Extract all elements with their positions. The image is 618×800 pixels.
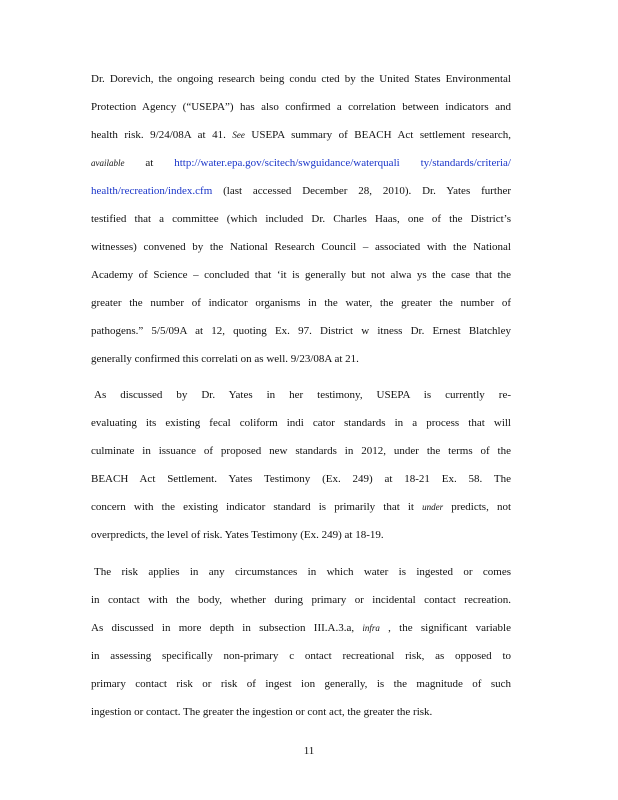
text-segment: concern with the existing indicator standard is primarily that it [91,501,423,513]
hyperlink[interactable]: health/recreation/index.cfm [91,185,213,197]
text-line [91,586,511,614]
text-line [91,65,511,93]
text-segment: witnesses) convened by the National Research Council – associated with the National [91,241,511,253]
text-line [91,381,511,409]
text-line [91,558,511,586]
text-segment: , the significant variable [379,622,511,634]
italic-text: available [91,158,125,168]
text-segment: overpredicts, the level of risk. Yates Testimony (Ex. 249) at 18-19. [91,529,384,541]
text-line [91,149,511,177]
italic-text: infra [362,623,380,633]
text-line [91,261,511,289]
text-line [91,465,511,493]
text-segment: As discussed in more depth in subsection III.A.3.a, [91,622,363,634]
italic-text: under [422,502,444,512]
text-line [91,698,511,726]
text-segment: predicts, not [443,501,511,513]
text-segment: Academy of Science – concluded that ‘it is generally but not alwa ys the case that the [91,269,511,281]
text-segment: in assessing specifically non-primary c ontact recreational risk, as opposed to [91,650,511,662]
text-segment: greater the number of indicator organisms in the water, the greater the number of [91,297,511,309]
text-line [91,289,511,317]
text-line [91,670,511,698]
text-segment: evaluating its existing fecal coliform indi cator standards in a process that will [91,417,511,429]
text-line [91,345,511,373]
text-segment: primary contact risk or risk of ingest ion generally, is the magnitude of such [91,678,511,690]
text-segment: generally confirmed this correlati on as well. 9/23/08A at 21. [91,353,359,365]
text-segment: BEACH Act Settlement. Yates Testimony (Ex. 249) at 18-21 Ex. 58. The [91,473,511,485]
text-line [91,493,511,521]
text-segment: (last accessed December 28, 2010). Dr. Yates further [212,185,511,197]
text-segment: pathogens.” 5/5/09A at 12, quoting Ex. 97. District w itness Dr. Ernest Blatchley [91,325,511,337]
text-segment: Protection Agency (“USEPA”) has also confirmed a correlation between indicators and [91,101,511,113]
text-line [91,177,511,205]
italic-text: See [232,130,245,140]
text-line [91,93,511,121]
text-line [91,409,511,437]
paragraph-risk-applies [91,558,511,726]
page-number: 11 [303,745,315,757]
text-segment: Dr. Dorevich, the ongoing research being condu cted by the United States Environmental [91,73,511,85]
text-line [91,521,511,549]
text-segment: USEPA summary of BEACH Act settlement research, [244,129,511,141]
text-segment: ingestion or contact. The greater the ingestion or cont act, the greater the risk. [91,706,433,718]
text-line [91,121,511,149]
hyperlink[interactable]: http://water.epa.gov/scitech/swguidance/waterquali ty/standards/criteria/ [174,157,511,169]
text-line [91,233,511,261]
text-segment: culminate in issuance of proposed new standards in 2012, under the terms of the [91,445,511,457]
text-line [91,642,511,670]
text-segment: in contact with the body, whether during primary or incidental contact recreation. [91,594,511,606]
text-line [91,317,511,345]
text-segment: health risk. 9/24/08A at 41. [91,129,233,141]
text-line [91,614,511,642]
paragraph-usepa-reevaluation [91,381,511,549]
paragraph-usepa-correlation [91,65,511,373]
text-segment: at [124,157,175,169]
text-line [91,437,511,465]
text-segment: As discussed by Dr. Yates in her testimony, USEPA is currently re- [94,389,511,401]
text-segment: testified that a committee (which included Dr. Charles Haas, one of the District’s [91,213,511,225]
text-line [91,205,511,233]
text-segment: The risk applies in any circumstances in which water is ingested or comes [94,566,511,578]
